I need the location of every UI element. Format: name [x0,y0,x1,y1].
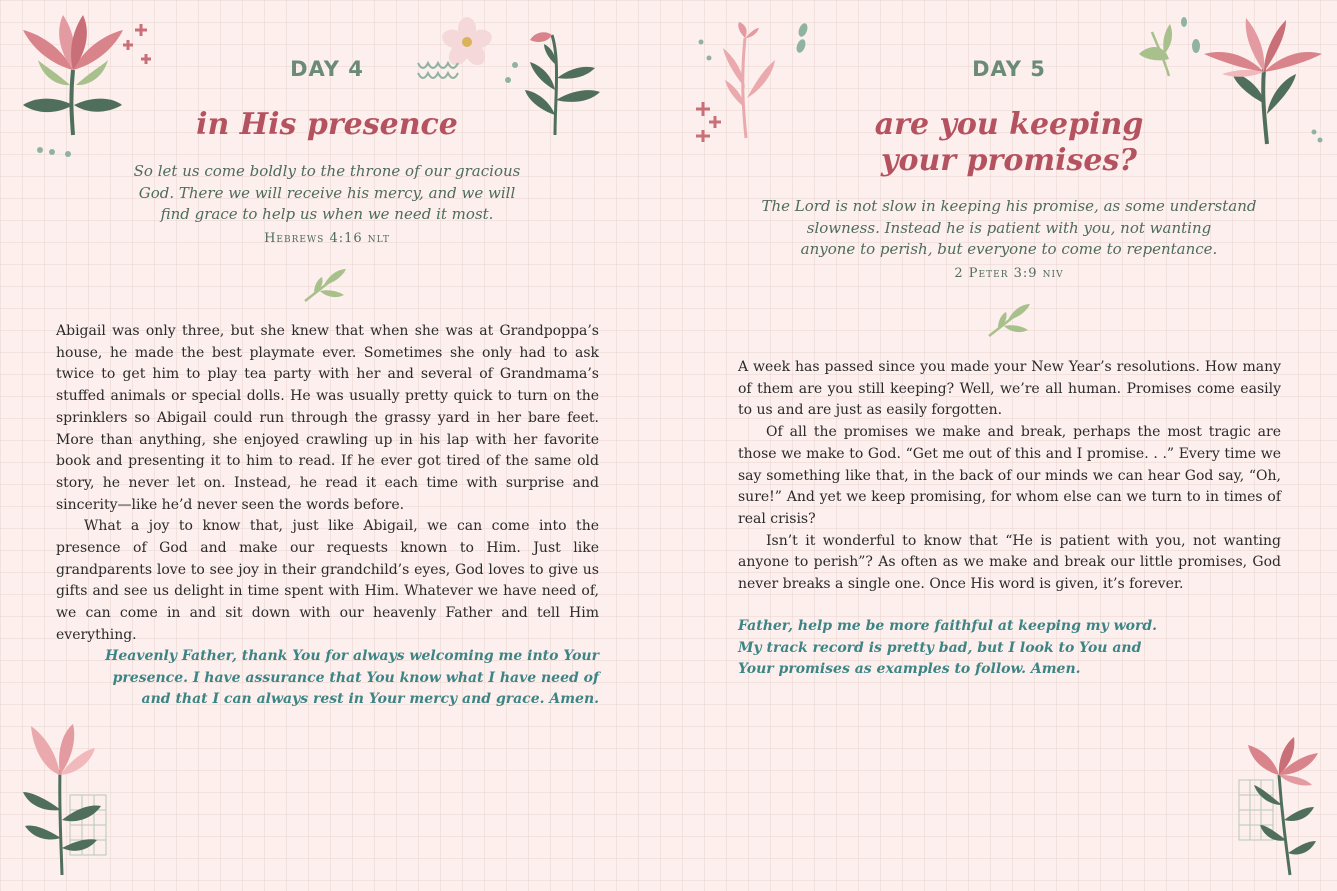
scripture-verse [739,196,1279,261]
prayer [738,616,1238,681]
scripture-verse [100,161,554,226]
verse-line: God. There we will receive his mercy, and we will [138,183,516,202]
prayer-line: and that I can always rest in Your mercy and grace. Amen. [141,691,599,707]
body-paragraph: Isn’t it wonderful to know that “He is patient with you, not wanting anyone to perish”? As often as we make and break our little promises, God never breaks a single one. Once His word is given, it’s forever. [738,532,1281,593]
prayer-line: My track record is pretty bad, but I look to You and [738,639,1142,656]
title-line: your promises? [881,143,1137,178]
prayer [100,646,599,711]
day-label: DAY 5 [972,57,1046,81]
devotion-title [675,107,1337,179]
verse-line: slowness. Instead he is patient with you, not wanting [806,218,1212,237]
body-paragraph: A week has passed since you made your New Year’s resolutions. How many of them are you still keeping? Well, we’re all human. Promises come easily to us and are just as easily forgotten. [738,359,1281,419]
verse-line: The Lord is not slow in keeping his promise, as some understand [761,197,1257,215]
body-paragraph: What a joy to know that, just like Abigail, we can come into the presence of God and make our requests known to Him. Just like grandparents love to see joy in their grandchild’s eyes, God loves to give us gifts and see us delight in time spent with Him. Whatever we have need of, we can come in and sit down with our heavenly Father and tell Him everything. [56,518,599,643]
prayer-line: Father, help me be more faithful at keeping my word. [738,618,1158,634]
verse-line: So let us come boldly to the throne of our gracious [133,162,521,180]
day-label: DAY 4 [290,57,364,81]
title-line: are you keeping [874,107,1144,142]
devotion-body [738,357,1281,596]
devotion-title: in His presence [196,107,458,142]
prayer-line: Heavenly Father, thank You for always welcoming me into Your [105,648,599,664]
prayer-line: Your promises as examples to follow. Amen. [738,661,1081,677]
left-page [0,0,668,891]
pink-flower-icon [15,720,115,880]
right-page [669,0,1337,891]
pink-flower-icon [1234,735,1334,880]
scripture-reference: Hebrews 4:16 nlt [264,231,390,246]
sprig-icon [300,265,350,305]
verse-line: find grace to help us when we need it most. [160,205,494,223]
body-paragraph: Abigail was only three, but she knew that when she was at Grandpoppa’s house, he made the best playmate ever. Sometimes she only had to ask twice to get him to play tea party with her and several of Grandmama’s stuffed animals or special dolls. He was usually pretty quick to turn on the sprinklers so Abigail could run through the grassy yard in her bare feet. More than anything, she enjoyed crawling up in his lap with her favorite book and presenting it to him to read. If he ever got tired of the same old story, he never let on. Instead, he read it each time with surprise and sincerity—like he’d never seen the words before. [56,323,599,513]
prayer-line: presence. I have assurance that You know what I have need of [112,669,599,686]
sprig-icon [984,300,1034,340]
verse-line: anyone to perish, but everyone to come to repentance. [800,240,1218,258]
body-paragraph: Of all the promises we make and break, perhaps the most tragic are those we make to God. “Get me out of this and I promise. . .” Every time we say something like that, in the back of our minds we can hear God say, “Oh, sure!” And yet we keep promising, for whom else can we turn to in times of real crisis? [738,424,1281,527]
devotion-body [56,321,599,647]
scripture-reference: 2 Peter 3:9 niv [954,266,1064,281]
